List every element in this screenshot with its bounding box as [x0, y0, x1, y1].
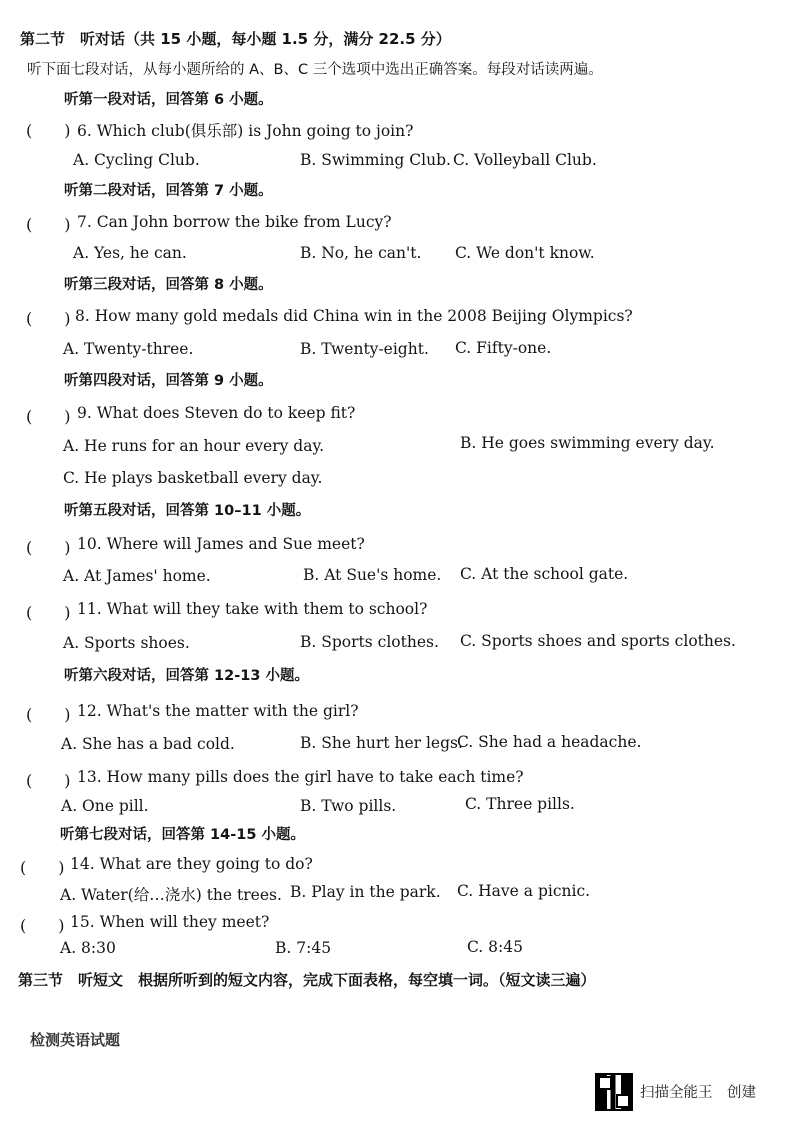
q7-option-c: C. We don't know.	[455, 244, 595, 262]
q10-option-c: C. At the school gate.	[460, 565, 629, 583]
answer-blank-6: ( )	[26, 121, 71, 140]
dialog-7-label: 听第七段对话，回答第 14-15 小题。	[60, 827, 305, 843]
q15-option-c: C. 8:45	[467, 938, 523, 956]
q9-option-b: B. He goes swimming every day.	[460, 434, 715, 452]
answer-blank-8: ( )	[26, 309, 71, 328]
q8-option-c: C. Fifty-one.	[455, 339, 552, 357]
q6-option-b: B. Swimming Club.	[300, 151, 451, 169]
answer-blank-7: ( )	[26, 215, 71, 234]
dialog-3-label: 听第三段对话，回答第 8 小题。	[64, 277, 273, 293]
q12-option-b: B. She hurt her legs.	[300, 734, 463, 752]
question-6: 6. Which club(俱乐部) is John going to join?	[77, 122, 414, 140]
q7-option-b: B. No, he can't.	[300, 244, 422, 262]
q15-option-a: A. 8:30	[60, 939, 116, 957]
qr-code-icon	[597, 1075, 631, 1109]
answer-blank-11: ( )	[26, 603, 71, 622]
q13-option-b: B. Two pills.	[300, 797, 397, 815]
q14-option-a: A. Water(给…浇水) the trees.	[60, 886, 282, 904]
answer-blank-14: ( )	[20, 858, 65, 877]
answer-blank-15: ( )	[20, 916, 65, 935]
q9-option-a: A. He runs for an hour every day.	[63, 437, 325, 455]
question-13: 13. How many pills does the girl have to take each time?	[77, 768, 524, 786]
answer-blank-13: ( )	[26, 771, 71, 790]
dialog-2-label: 听第二段对话，回答第 7 小题。	[64, 183, 273, 199]
q13-option-a: A. One pill.	[61, 797, 149, 815]
question-8: 8. How many gold medals did China win in the 2008 Beijing Olympics?	[75, 307, 633, 325]
q6-option-c: C. Volleyball Club.	[453, 151, 597, 169]
q14-option-c: C. Have a picnic.	[457, 882, 591, 900]
q8-option-b: B. Twenty-eight.	[300, 340, 429, 358]
q6-option-a: A. Cycling Club.	[73, 151, 200, 169]
q9-option-c: C. He plays basketball every day.	[63, 469, 323, 487]
q10-option-a: A. At James' home.	[63, 567, 211, 585]
q15-option-b: B. 7:45	[275, 939, 332, 957]
dialog-1-label: 听第一段对话，回答第 6 小题。	[64, 92, 273, 108]
q14-option-b: B. Play in the park.	[290, 883, 441, 901]
q11-option-c: C. Sports shoes and sports clothes.	[460, 632, 736, 650]
answer-blank-12: ( )	[26, 705, 71, 724]
section2-title: 第二节 听对话（共 15 小题，每小题 1.5 分，满分 22.5 分）	[20, 30, 451, 48]
q11-option-a: A. Sports shoes.	[63, 634, 190, 652]
question-15: 15. When will they meet?	[70, 913, 270, 931]
q11-option-b: B. Sports clothes.	[300, 633, 439, 651]
q10-option-b: B. At Sue's home.	[303, 566, 442, 584]
q13-option-c: C. Three pills.	[465, 795, 575, 813]
dialog-4-label: 听第四段对话，回答第 9 小题。	[64, 373, 273, 389]
exam-footer-title: 检测英语试题	[30, 1031, 121, 1049]
q12-option-c: C. She had a headache.	[457, 733, 642, 751]
dialog-6-label: 听第六段对话，回答第 12-13 小题。	[64, 668, 309, 684]
q12-option-a: A. She has a bad cold.	[61, 735, 235, 753]
question-10: 10. Where will James and Sue meet?	[77, 535, 365, 553]
answer-blank-10: ( )	[26, 538, 71, 557]
question-7: 7. Can John borrow the bike from Lucy?	[77, 213, 392, 231]
answer-blank-9: ( )	[26, 407, 71, 426]
question-9: 9. What does Steven do to keep fit?	[77, 404, 356, 422]
q8-option-a: A. Twenty-three.	[63, 340, 194, 358]
section2-instruction: 听下面七段对话，从每小题所给的 A、B、C 三个选项中选出正确答案。每段对话读两遍。	[27, 62, 603, 78]
dialog-5-label: 听第五段对话，回答第 10–11 小题。	[64, 503, 311, 519]
q7-option-a: A. Yes, he can.	[73, 244, 187, 262]
scanner-watermark: 扫描全能王 创建	[640, 1085, 756, 1101]
question-14: 14. What are they going to do?	[70, 855, 313, 873]
section3-title: 第三节 听短文 根据所听到的短文内容，完成下面表格，每空填一词。（短文读三遍）	[18, 971, 596, 989]
question-12: 12. What's the matter with the girl?	[77, 702, 359, 720]
question-11: 11. What will they take with them to school?	[77, 600, 428, 618]
